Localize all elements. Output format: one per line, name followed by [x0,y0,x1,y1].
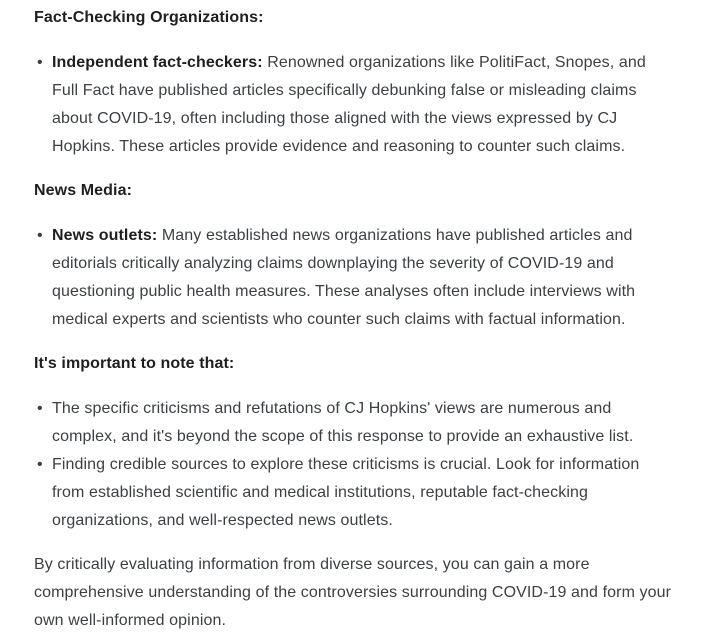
fact-checking-bullet-list [34,49,672,161]
list-item-body-text: Renowned organizations like PolitiFact, Snopes, and Full Fact have published articles specifically debunking false or misleading claims about COVID-19, often including those aligned with the views expressed by CJ Hopkins. These articles provide evidence and reasoning to counter such claims. [52,54,646,155]
list-item-bold-lead: Independent fact-checkers: [52,54,263,71]
heading-important-note: It's important to note that: [34,355,235,372]
list-item-finding-credible-sources [34,451,672,535]
list-item-news-outlets [34,222,672,334]
list-item-independent-fact-checkers [34,49,672,161]
list-item-body-text: Finding credible sources to explore these criticisms is crucial. Look for information from established scientific and medical institutions, reputable fact-checking organizations, and well-respected news outlets. [52,456,640,529]
news-media-bullet-list [34,222,672,334]
heading-news-media: News Media: [34,182,133,199]
closing-paragraph: By critically evaluating information from diverse sources, you can gain a more comprehensive understanding of the controversies surrounding COVID-19 and form your own well-informed opinion. [34,556,672,629]
important-note-bullet-list [34,395,672,535]
list-item-body-text: Many established news organizations have published articles and editorials critically analyzing claims downplaying the severity of COVID-19 and questioning public health measures. These analyses often include interviews with medical experts and scientists who counter such claims with factual information. [52,227,636,328]
list-item-body-text: The specific criticisms and refutations of CJ Hopkins' views are numerous and complex, and it's beyond the scope of this response to provide an exhaustive list. [52,400,634,445]
heading-fact-checking-organizations: Fact-Checking Organizations: [34,9,264,26]
list-item-bold-lead: News outlets: [52,227,158,244]
list-item-specific-criticisms [34,395,672,451]
